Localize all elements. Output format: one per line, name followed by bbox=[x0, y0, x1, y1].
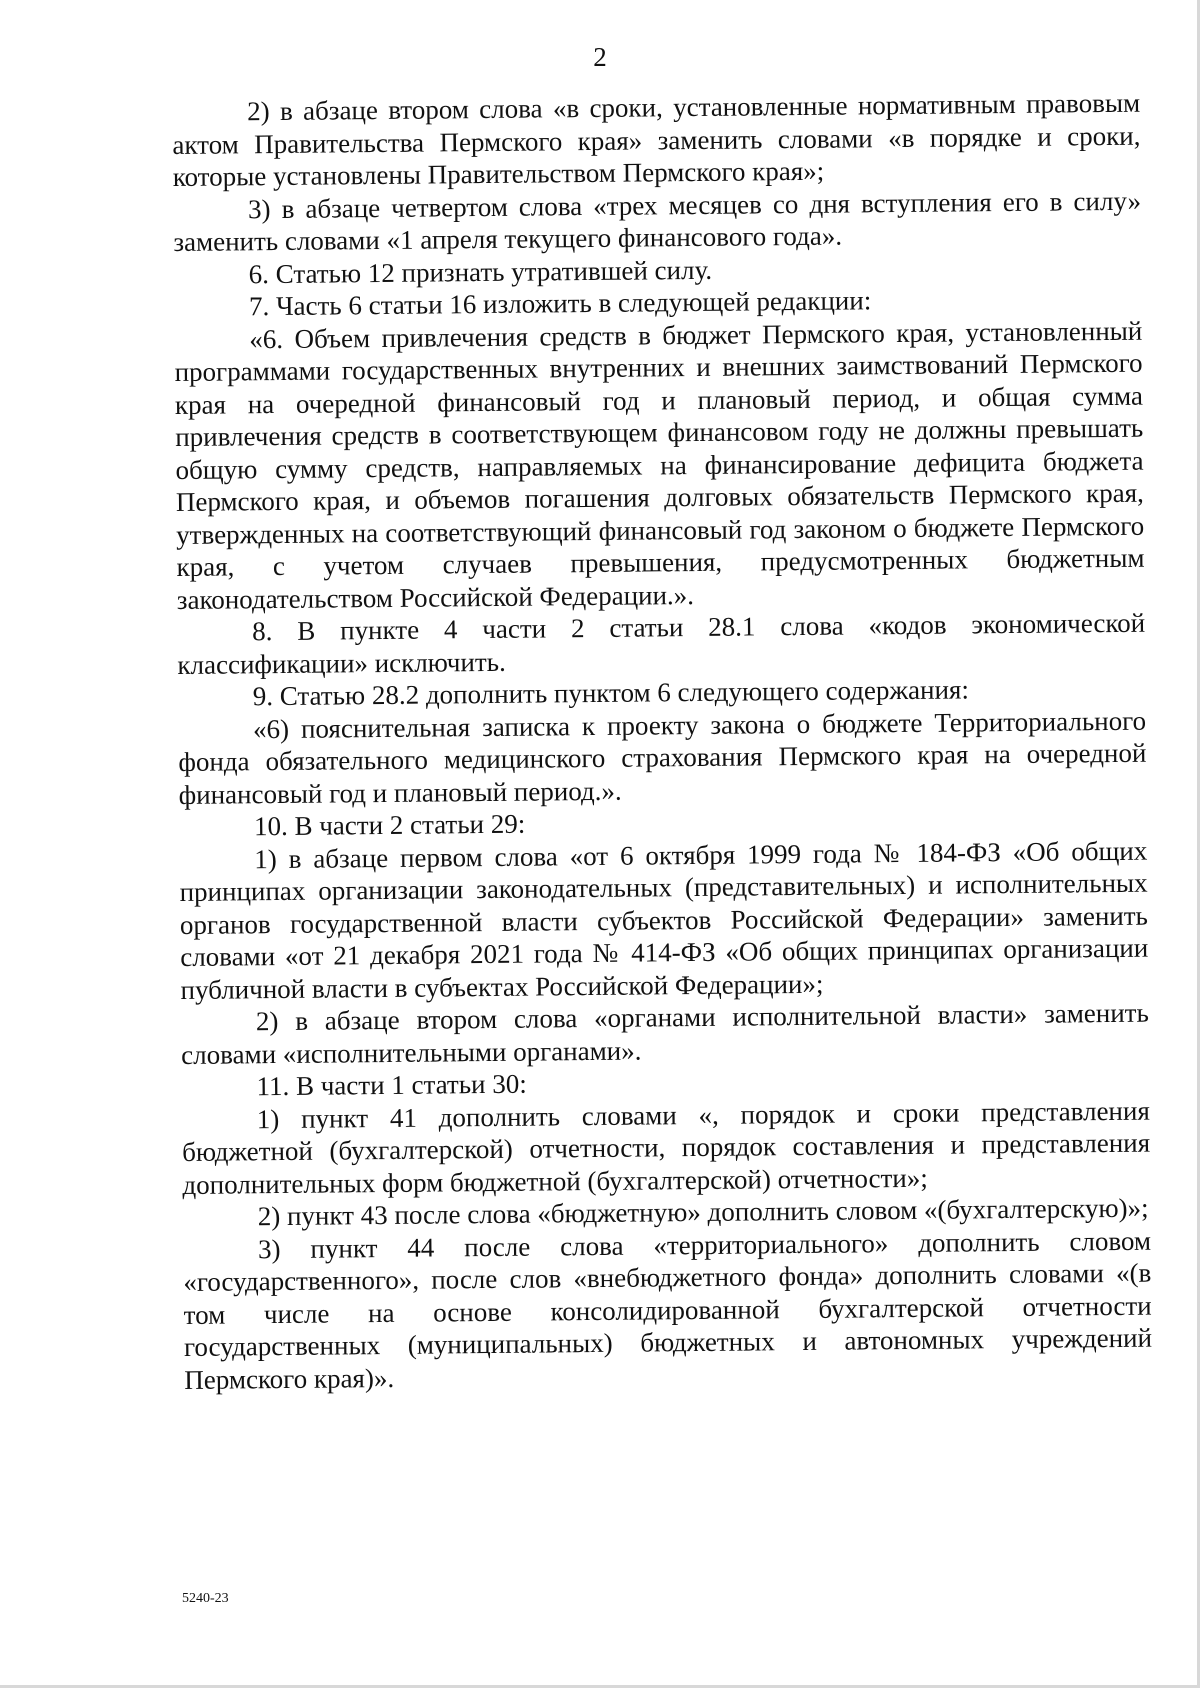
paragraph-7: 7. Часть 6 статьи 16 изложить в следующей редакции: bbox=[248, 285, 872, 322]
page-number: 2 bbox=[593, 42, 607, 72]
paragraph-5-3: 3) в абзаце четвертом слова «трех месяцев со дня вступления его в силу» заменить словами «1 апреля текущего финансового года». bbox=[173, 185, 1142, 257]
document-body bbox=[172, 87, 1152, 1396]
paragraph-11-2: 2) пункт 43 после слова «бюджетную» дополнить словом «(бухгалтерскую)»; bbox=[257, 1192, 1149, 1232]
paragraph-10: 10. В части 2 статьи 29: bbox=[253, 808, 526, 842]
paragraph-5-2: 2) в абзаце втором слова «в сроки, установленные нормативным правовым актом Правительства Пермского края» заменить словами «в порядке и сроки, которые установлены Правительством Пермского края»; bbox=[172, 87, 1141, 192]
document-code: 5240-23 bbox=[182, 1591, 229, 1606]
paragraph-6: 6. Статью 12 признать утратившей силу. bbox=[248, 254, 713, 289]
paragraph-8: 8. В пункте 4 части 2 статьи 28.1 слова «кодов экономической классификации» исключить. bbox=[177, 607, 1146, 680]
paragraph-10-1: 1) в абзаце первом слова «от 6 октября 1999 года № 184-ФЗ «Об общих принципах организации законодательных (представительных) и исполнительных органов государственной власти субъектов Российской Федерации» заменить словами «от 21 декабря 2021 года № 414-ФЗ «Об общих принципах организации публичной власти в субъектах Российской Федерации»; bbox=[179, 835, 1149, 1005]
paragraph-11: 11. В части 1 статьи 30: bbox=[256, 1068, 527, 1102]
paragraph-9: 9. Статью 28.2 дополнить пунктом 6 следующего содержания: bbox=[252, 674, 970, 712]
paragraph-11-3: 3) пункт 44 после слова «территориального» дополнить словом «государственного», после слов «внебюджетного фонда» дополнить словами «(в том числе на основе консолидированной бухгалтерской отчетности государственных (муниципальных) бюджетных и автономных учреждений Пермского края)». bbox=[183, 1225, 1153, 1395]
paragraph-9-quote: «6) пояснительная записка к проекту закона о бюджете Территориального фонда обязательного медицинского страхования Пермского края на очередной финансовый год и плановый период.». bbox=[178, 705, 1147, 810]
paragraph-11-1: 1) пункт 41 дополнить словами «, порядок и сроки представления бюджетной (бухгалтерской) отчетности, порядок составления и представления дополнительных форм бюджетной (бухгалтерской) отчетности»; bbox=[181, 1095, 1151, 1200]
paragraph-7-quote: «6. Объем привлечения средств в бюджет Пермского края, установленный программами государственных внутренних и внешних заимствований Пермского края на очередной финансовый год и плановый период, и общая сумма привлечения средств в соответствующем финансовом году не должны превышать общую сумму средств, направляемых на финансирование дефицита бюджета Пермского края, и объемов погашения долговых обязательств Пермского края, утвержденных на соответствующий финансовый год законом о бюджете Пермского края, с учетом случаев превышения, предусмотренных бюджетным законодательством Российской Федерации.». bbox=[174, 315, 1145, 615]
paragraph-10-2: 2) в абзаце втором слова «органами исполнительной власти» заменить словами «исполнительными органами». bbox=[181, 997, 1149, 1070]
